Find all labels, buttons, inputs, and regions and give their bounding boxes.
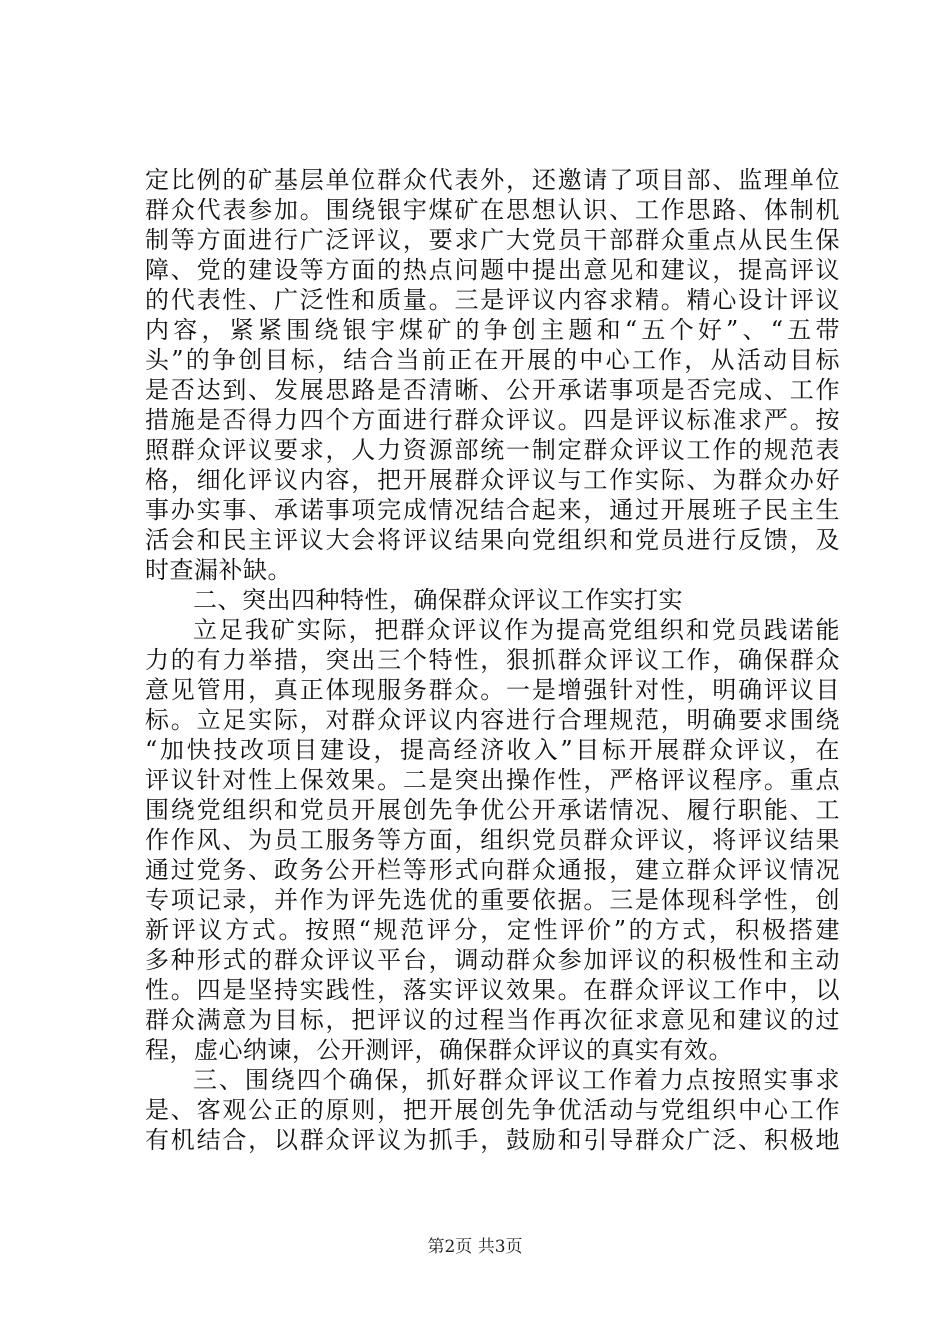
text-line: 作作风、为员工服务等方面，组织党员群众评议，将评议结果	[145, 826, 840, 854]
text-line: 定比例的矿基层单位群众代表外，还邀请了项目部、监理单位	[145, 166, 840, 194]
page-footer	[0, 1232, 950, 1257]
text-line: 是否达到、发展思路是否清晰、公开承诺事项是否完成、工作	[145, 376, 840, 404]
document-body	[145, 165, 840, 1155]
text-line: 格，细化评议内容，把开展群众评议与工作实际、为群众办好	[145, 466, 840, 494]
text-line: 意见管用，真正体现服务群众。一是增强针对性，明确评议目	[145, 676, 840, 704]
text-line: 活会和民主评议大会将评议结果向党组织和党员进行反馈，及	[145, 526, 840, 554]
text-line: “加快技改项目建设，提高经济收入”目标开展群众评议，在	[145, 736, 840, 764]
page-number: 第2页 共3页	[427, 1237, 523, 1257]
text-line: 新评议方式。按照“规范评分，定性评价”的方式，积极搭建	[145, 916, 840, 944]
text-line: 通过党务、政务公开栏等形式向群众通报，建立群众评议情况	[145, 856, 840, 884]
text-line: 的代表性、广泛性和质量。三是评议内容求精。精心设计评议	[145, 286, 840, 314]
section-heading: 三、围绕四个确保，抓好群众评议工作着力点按照实事求	[193, 1066, 840, 1094]
text-line: 标。立足实际，对群众评议内容进行合理规范，明确要求围绕	[145, 706, 840, 734]
text-line: 有机结合，以群众评议为抓手，鼓励和引导群众广泛、积极地	[145, 1126, 840, 1154]
section-heading: 二、突出四种特性，确保群众评议工作实打实	[193, 586, 683, 614]
text-line: 力的有力举措，突出三个特性，狠抓群众评议工作，确保群众	[145, 646, 840, 674]
text-line: 时查漏补缺。	[145, 556, 292, 584]
text-line: 专项记录，并作为评先选优的重要依据。三是体现科学性，创	[145, 886, 840, 914]
text-line: 性。四是坚持实践性，落实评议效果。在群众评议工作中，以	[145, 976, 840, 1004]
text-line: 制等方面进行广泛评议，要求广大党员干部群众重点从民生保	[145, 226, 840, 254]
text-line: 事办实事、承诺事项完成情况结合起来，通过开展班子民主生	[145, 496, 840, 524]
text-line: 障、党的建设等方面的热点问题中提出意见和建议，提高评议	[145, 256, 840, 284]
text-line: 立足我矿实际，把群众评议作为提高党组织和党员践诺能	[193, 616, 840, 644]
text-line: 群众代表参加。围绕银宇煤矿在思想认识、工作思路、体制机	[145, 196, 840, 224]
text-line: 是、客观公正的原则，把开展创先争优活动与党组织中心工作	[145, 1096, 840, 1124]
text-line: 评议针对性上保效果。二是突出操作性，严格评议程序。重点	[145, 766, 840, 794]
text-line: 多种形式的群众评议平台，调动群众参加评议的积极性和主动	[145, 946, 840, 974]
text-line: 程，虚心纳谏，公开测评，确保群众评议的真实有效。	[145, 1036, 733, 1064]
text-line: 群众满意为目标，把评议的过程当作再次征求意见和建议的过	[145, 1006, 840, 1034]
text-line: 照群众评议要求，人力资源部统一制定群众评议工作的规范表	[145, 436, 840, 464]
text-line: 措施是否得力四个方面进行群众评议。四是评议标准求严。按	[145, 406, 840, 434]
text-line: 内容，紧紧围绕银宇煤矿的争创主题和“五个好”、“五带	[145, 316, 840, 344]
text-line: 头”的争创目标，结合当前正在开展的中心工作，从活动目标	[145, 346, 840, 374]
text-line: 围绕党组织和党员开展创先争优公开承诺情况、履行职能、工	[145, 796, 840, 824]
